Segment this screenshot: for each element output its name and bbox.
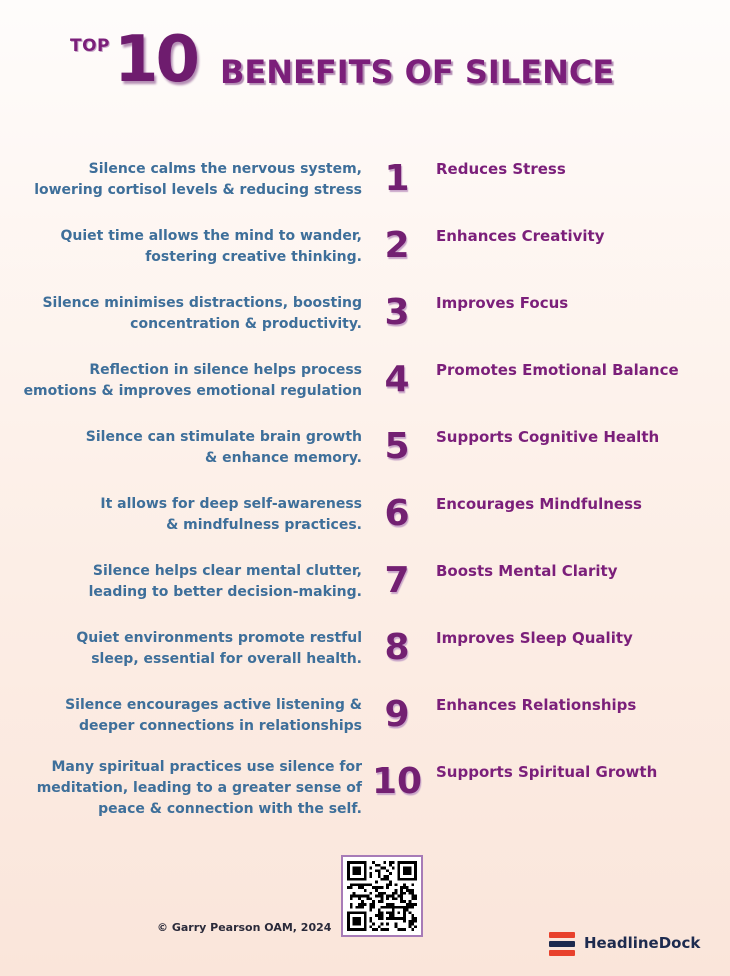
brand-name: HeadlineDock	[584, 934, 701, 952]
benefit-description-line: fostering creative thinking.	[145, 249, 362, 265]
page-title	[70, 23, 690, 114]
benefit-description-line: emotions & improves emotional regulation	[23, 383, 362, 399]
benefit-description-line: deeper connections in relationships	[78, 718, 362, 734]
benefit-number: 7	[384, 560, 410, 601]
benefit-description	[12, 293, 362, 335]
benefit-row	[0, 427, 730, 487]
benefit-title: Promotes Emotional Balance	[436, 361, 679, 379]
benefit-title: Improves Sleep Quality	[436, 629, 633, 647]
benefit-title: Encourages Mindfulness	[436, 495, 642, 513]
benefit-title: Enhances Relationships	[436, 696, 637, 714]
qr-code-icon[interactable]	[341, 855, 423, 937]
benefit-description	[12, 494, 362, 536]
benefit-number: 9	[384, 694, 410, 735]
benefit-title: Boosts Mental Clarity	[436, 562, 618, 580]
benefit-number: 6	[384, 493, 410, 534]
title-number: 10	[114, 23, 198, 97]
benefit-row	[0, 759, 730, 822]
benefit-description	[12, 561, 362, 603]
benefit-description-line: & mindfulness practices.	[166, 517, 362, 533]
benefit-title: Reduces Stress	[436, 160, 566, 178]
benefit-title: Enhances Creativity	[436, 227, 605, 245]
benefit-description-line: peace & connection with the self.	[98, 801, 362, 817]
benefit-row	[0, 494, 730, 554]
benefit-row	[0, 561, 730, 621]
benefit-description-line: Silence encourages active listening &	[65, 697, 362, 713]
benefit-description-line: Reflection in silence helps process	[89, 362, 362, 378]
benefit-description-line: It allows for deep self-awareness	[100, 496, 362, 512]
benefit-row	[0, 695, 730, 755]
benefit-number: 5	[384, 426, 410, 467]
benefit-row	[0, 293, 730, 353]
benefit-number: 4	[384, 359, 410, 400]
benefit-title: Supports Spiritual Growth	[436, 763, 658, 781]
benefit-description-line: Many spiritual practices use silence for	[51, 759, 362, 775]
benefit-row	[0, 628, 730, 688]
benefit-description-line: Silence can stimulate brain growth	[85, 429, 362, 445]
benefit-number: 10	[371, 761, 423, 802]
benefit-description	[12, 757, 362, 820]
title-main-text: BENEFITS OF SILENCE	[220, 53, 615, 91]
benefit-row	[0, 360, 730, 420]
benefit-number: 1	[384, 158, 410, 199]
benefit-description	[12, 360, 362, 402]
benefit-number: 3	[384, 292, 410, 333]
benefit-description-line: & enhance memory.	[205, 450, 362, 466]
benefit-description-line: lowering cortisol levels & reducing stress	[34, 182, 362, 198]
benefit-description-line: Silence minimises distractions, boosting	[42, 295, 362, 311]
benefit-row	[0, 159, 730, 219]
benefit-description-line: Silence calms the nervous system,	[88, 161, 362, 177]
benefit-description-line: Silence helps clear mental clutter,	[92, 563, 362, 579]
benefit-description	[12, 159, 362, 201]
benefit-number: 2	[384, 225, 410, 266]
benefit-description-line: sleep, essential for overall health.	[91, 651, 362, 667]
benefit-title: Supports Cognitive Health	[436, 428, 660, 446]
benefit-description-line: concentration & productivity.	[130, 316, 362, 332]
benefit-number: 8	[384, 627, 410, 668]
benefit-title: Improves Focus	[436, 294, 569, 312]
benefit-description-line: Quiet time allows the mind to wander,	[60, 228, 362, 244]
benefit-description	[12, 695, 362, 737]
headlinedock-logo-icon	[549, 932, 575, 956]
benefit-description-line: Quiet environments promote restful	[76, 630, 362, 646]
benefit-row	[0, 226, 730, 286]
benefit-description	[12, 628, 362, 670]
copyright-text: © Garry Pearson OAM, 2024	[157, 921, 332, 934]
benefit-description-line: meditation, leading to a greater sense of	[36, 780, 362, 796]
benefit-description	[12, 226, 362, 268]
title-top-word: TOP	[70, 36, 111, 56]
benefit-description-line: leading to better decision-making.	[88, 584, 362, 600]
benefit-description	[12, 427, 362, 469]
